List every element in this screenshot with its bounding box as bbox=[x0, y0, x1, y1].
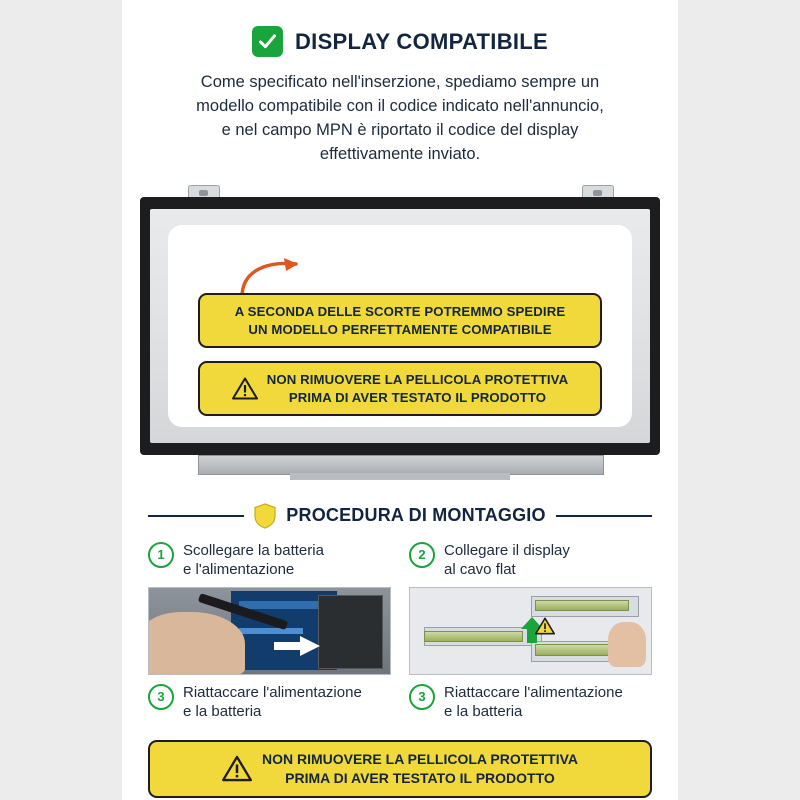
bottom-warning-banner bbox=[148, 740, 652, 798]
procedure-title: PROCEDURA DI MONTAGGIO bbox=[286, 505, 546, 526]
bottom-banner-line-1: NON RIMUOVERE LA PELLICOLA PROTETTIVA bbox=[261, 751, 579, 767]
step-item bbox=[409, 541, 652, 583]
step-label-line-2: e l'alimentazione bbox=[183, 561, 295, 579]
step-label-line-1: Collegare il display bbox=[444, 541, 570, 559]
procedure-steps bbox=[148, 541, 652, 725]
divider-right bbox=[556, 515, 652, 517]
steps-column-left bbox=[148, 541, 391, 725]
step-item bbox=[148, 541, 391, 583]
finger-shape bbox=[608, 622, 647, 667]
content-area bbox=[122, 0, 678, 800]
warning-triangle-icon bbox=[232, 377, 258, 400]
shield-icon bbox=[254, 503, 276, 529]
step-number: 1 bbox=[148, 542, 174, 568]
check-badge-icon bbox=[252, 26, 283, 57]
callout-2-line-1: NON RIMUOVERE LA PELLICOLA PROTETTIVA bbox=[266, 371, 569, 387]
callout-compatible-model bbox=[198, 293, 602, 349]
step-label-line-1: Riattaccare l'alimentazione bbox=[183, 683, 362, 701]
step-label-line-1: Scollegare la batteria bbox=[183, 541, 324, 559]
step-number: 3 bbox=[148, 684, 174, 710]
step-label-line-2: e la batteria bbox=[183, 703, 262, 721]
panel-bottom-foot bbox=[290, 473, 510, 480]
step-number: 2 bbox=[409, 542, 435, 568]
page-title: DISPLAY COMPATIBILE bbox=[294, 28, 549, 54]
step-label bbox=[444, 683, 623, 722]
step-label bbox=[444, 541, 570, 580]
bottom-banner-line-2: PRIMA DI AVER TESTATO IL PRODOTTO bbox=[285, 769, 555, 786]
header bbox=[122, 0, 678, 57]
callout-protective-film bbox=[198, 361, 602, 417]
photo-disconnect-battery bbox=[148, 587, 391, 675]
step-label-line-1: Riattaccare l'alimentazione bbox=[444, 683, 623, 701]
battery-shape bbox=[318, 595, 383, 669]
flat-cable-shape bbox=[535, 600, 629, 611]
intro-paragraph bbox=[148, 71, 652, 167]
hand-shape bbox=[148, 612, 245, 675]
warning-triangle-icon bbox=[222, 755, 252, 782]
callout-2-line-2: PRIMA DI AVER TESTATO IL PRODOTTO bbox=[288, 389, 547, 405]
panel-bottom-strip bbox=[198, 455, 604, 475]
display-panel-illustration bbox=[140, 185, 660, 485]
right-margin bbox=[678, 0, 800, 800]
step-item bbox=[148, 683, 391, 725]
callout-1-line-2: UN MODELLO PERFETTAMENTE COMPATIBILE bbox=[248, 321, 552, 337]
flat-cable-shape bbox=[424, 631, 522, 642]
steps-column-right bbox=[409, 541, 652, 725]
step-label bbox=[183, 683, 362, 722]
intro-line-3: e nel campo MPN è riportato il codice del display bbox=[221, 120, 579, 139]
step-number: 3 bbox=[409, 684, 435, 710]
divider-left bbox=[148, 515, 244, 517]
photo-connect-flat-cable bbox=[409, 587, 652, 675]
intro-line-1: Come specificato nell'inserzione, spediamo sempre un bbox=[200, 73, 600, 91]
step-label-line-2: e la batteria bbox=[444, 703, 523, 721]
step-label bbox=[183, 541, 324, 580]
step-label-line-2: al cavo flat bbox=[444, 561, 516, 579]
white-arrow-icon bbox=[274, 636, 320, 656]
intro-line-2: modello compatibile con il codice indicato nell'annuncio, bbox=[196, 96, 604, 115]
warning-triangle-icon bbox=[535, 617, 555, 635]
intro-line-4: effettivamente inviato. bbox=[319, 144, 481, 163]
step-item bbox=[409, 683, 652, 725]
left-margin bbox=[0, 0, 122, 800]
callout-1-line-1: A SECONDA DELLE SCORTE POTREMMO SPEDIRE bbox=[234, 303, 566, 319]
procedure-header bbox=[148, 503, 652, 529]
